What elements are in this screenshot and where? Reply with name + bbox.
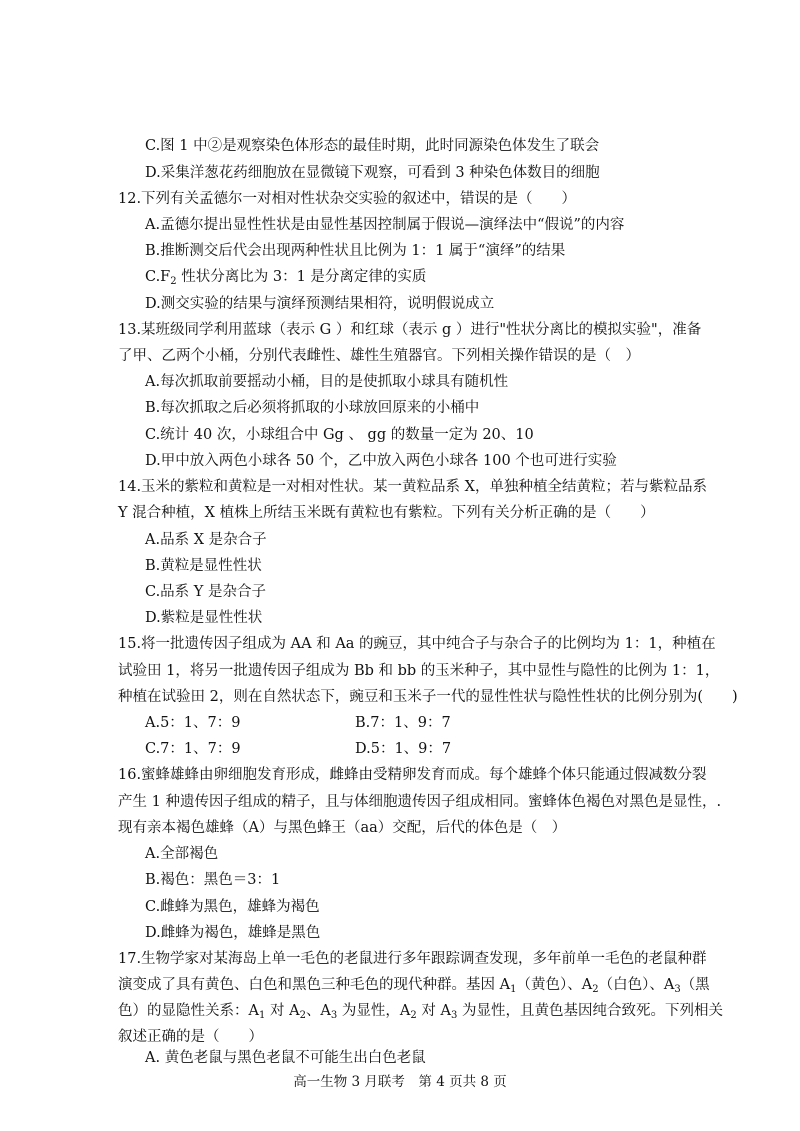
- q16-option-b: B.褐色：黑色＝3：1: [145, 872, 281, 888]
- q17-stem-line1: 17.生物学家对某海岛上单一毛色的老鼠进行多年跟踪调查发现，多年前单一毛色的老鼠种群: [118, 951, 707, 967]
- q13-option-a: A.每次抓取前要摇动小桶，目的是使抓取小球具有随机性: [145, 374, 509, 390]
- q17-option-a: A. 黄色老鼠与黑色老鼠不可能生出白色老鼠: [145, 1050, 426, 1066]
- q17-stem-line3: 色）的显隐性关系：$A_1$ 对 $A_2$、$A_3$ 为显性，$A_2$ 对 $A_3$ 为显性，且黄色基因纯合致死。下列相关: [118, 1003, 723, 1021]
- q17-stem-line4: 叙述正确的是（ ）: [118, 1029, 263, 1045]
- q16-stem-line3: 现有亲本褐色雄蜂（A）与黑色蜂王（aa）交配，后代的体色是（ ）: [118, 820, 567, 836]
- q13-option-b: B.每次抓取之后必须将抓取的小球放回原来的小桶中: [145, 400, 480, 416]
- q14-stem-line1: 14.玉米的紫粒和黄粒是一对相对性状。某一黄粒品系 X，单独种植全结黄粒；若与紫粒品系: [118, 479, 707, 495]
- q15-stem-line3: 种植在试验田 2，则在自然状态下，豌豆和玉米子一代的显性性状与隐性性状的比例分别为( ): [118, 689, 738, 705]
- prev-option-d: D.采集洋葱花药细胞放在显微镜下观察，可看到 3 种染色体数目的细胞: [145, 165, 600, 181]
- q12-option-d: D.测交实验的结果与演绎预测结果相符，说明假说成立: [145, 296, 495, 312]
- q15-stem-line2: 试验田 1，将另一批遗传因子组成为 Bb 和 bb 的玉米种子，其中显性与隐性的比例为 1：1，: [118, 663, 720, 679]
- q13-option-d: D.甲中放入两色小球各 50 个，乙中放入两色小球各 100 个也可进行实验: [145, 453, 617, 469]
- prev-option-c: C.图 1 中②是观察染色体形态的最佳时期，此时同源染色体发生了联会: [145, 138, 600, 154]
- page-footer: 高一生物 3 月联考 第 4 页共 8 页: [293, 1074, 507, 1090]
- q16-stem-line1: 16.蜜蜂雄蜂由卵细胞发育形成，雌蜂由受精卵发育而成。每个雄蜂个体只能通过假减数分裂: [118, 767, 707, 783]
- q14-option-c: C.品系 Y 是杂合子: [145, 584, 266, 600]
- q15-stem-line1: 15.将一批遗传因子组成为 AA 和 Aa 的豌豆，其中纯合子与杂合子的比例均为 1：1，种植在: [118, 636, 716, 652]
- q15-option-b: B.7：1、9：7: [355, 715, 451, 731]
- q16-option-c: C.雌蜂为黑色，雄蜂为褐色: [145, 899, 320, 915]
- q13-option-c: C.统计 40 次，小球组合中 Gg 、 gg 的数量一定为 20、10: [145, 427, 534, 443]
- q15-option-a: A.5：1、7：9: [145, 715, 241, 731]
- q13-stem-line1: 13.某班级同学利用蓝球（表示 G ）和红球（表示 g ）进行"性状分离比的模拟实验"，准备: [118, 322, 702, 338]
- q12-option-a: A.孟德尔提出显性性状是由显性基因控制属于假说—演绎法中“假说”的内容: [145, 217, 625, 233]
- q12-stem: 12.下列有关孟德尔一对相对性状杂交实验的叙述中，错误的是（ ）: [118, 191, 577, 207]
- q16-stem-line2: 产生 1 种遗传因子组成的精子，且与体细胞遗传因子组成相同。蜜蜂体色褐色对黑色是显性，.: [118, 794, 722, 810]
- q14-option-b: B.黄粒是显性性状: [145, 558, 262, 574]
- q17-stem-line2: 演变成了具有黄色、白色和黑色三种毛色的现代种群。基因 $A_1$（黄色）、$A_2$（白色）、$A_3$（黑: [118, 977, 710, 995]
- q16-option-d: D.雌蜂为褐色，雄蜂是黑色: [145, 925, 321, 941]
- q14-stem-line2: Y 混合种植，X 植株上所结玉米既有黄粒也有紫粒。下列有关分析正确的是（ ）: [118, 505, 655, 521]
- q15-option-c: C.7：1、7：9: [145, 741, 241, 757]
- q13-stem-line2: 了甲、乙两个小桶，分别代表雌性、雄性生殖器官。下列相关操作错误的是（ ）: [118, 348, 640, 364]
- q16-option-a: A.全部褐色: [145, 846, 219, 862]
- q12-option-b: B.推断测交后代会出现两种性状且比例为 1：1 属于“演绎”的结果: [145, 243, 566, 259]
- q14-option-d: D.紫粒是显性性状: [145, 610, 263, 626]
- q12-option-c: $C.F_2$ 性状分离比为 3：1 是分离定律的实质: [145, 269, 427, 287]
- q15-option-d: D.5：1、9：7: [355, 741, 452, 757]
- q14-option-a: A.品系 X 是杂合子: [145, 532, 267, 548]
